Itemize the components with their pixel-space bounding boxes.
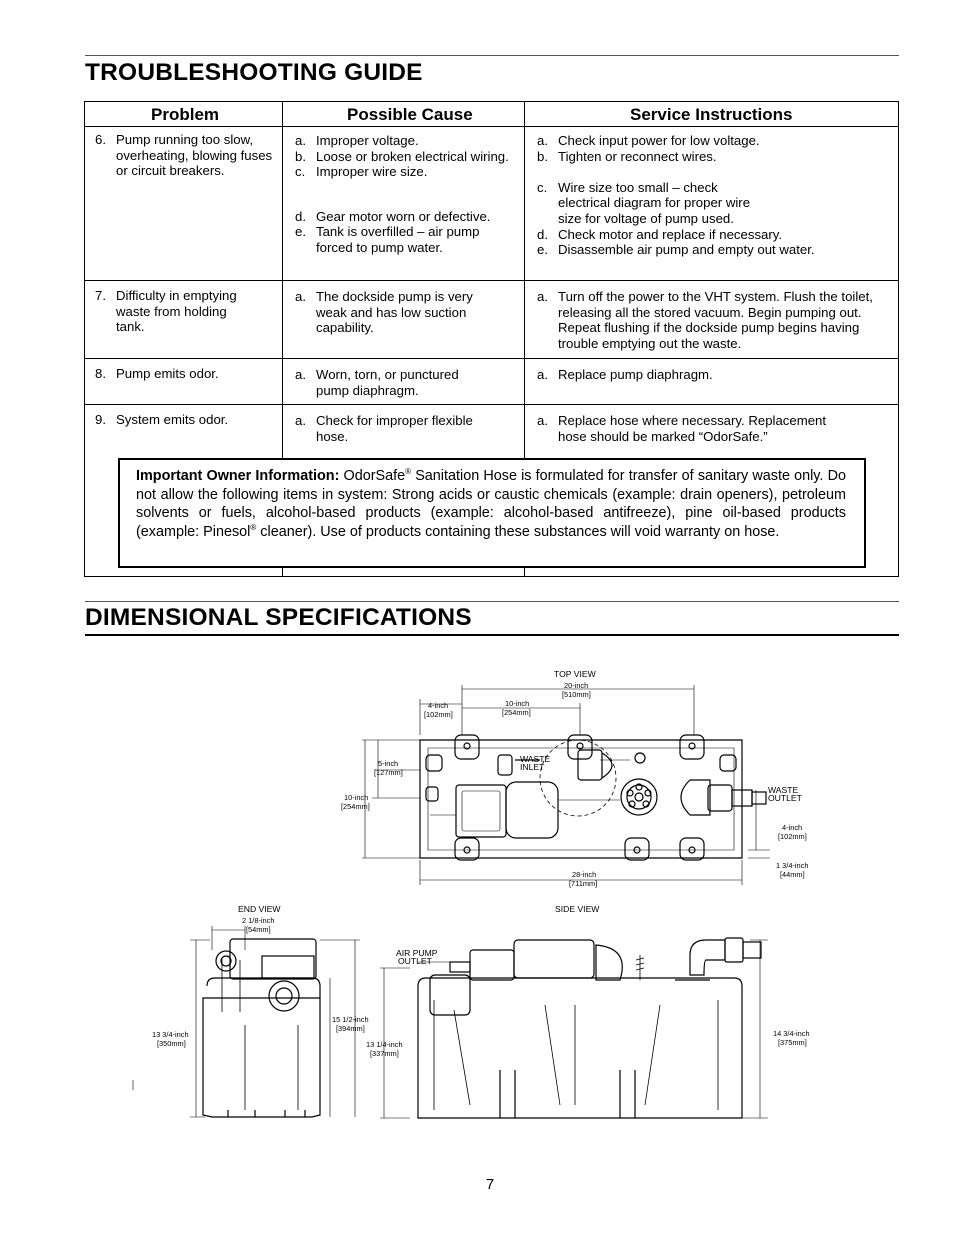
cause-text: Check for improper flexible hose.	[316, 413, 473, 444]
side-view-label: SIDE VIEW	[555, 904, 600, 914]
dim-1-3-4-mm: [44mm]	[780, 870, 805, 879]
dim-13-1-4-mm: [337mm]	[370, 1049, 399, 1058]
dim-10-mm-a: [254mm]	[502, 708, 531, 717]
owner-info-label: Important Owner Information:	[136, 468, 340, 484]
item-marker: a.	[537, 289, 548, 304]
page-number: 7	[485, 1176, 495, 1193]
owner-info-text: Sanitation Hose is formulated for transfer of sanitary waste only. Do not allow the following items in system: Strong acids or caustic chemicals (example: drain openers), petroleum solvents or fuels, alcohol-based products (example: alcohol-based antifreeze), pine oil-based products (example: Pinesol	[136, 468, 846, 540]
top-view-drawing	[420, 735, 766, 860]
cause-text: Gear motor worn or defective.	[316, 208, 491, 224]
dim-13-3-4-inch: 13 3/4-inch	[152, 1030, 189, 1039]
header-divider	[85, 126, 898, 127]
dim-4-mm-b: [102mm]	[778, 832, 807, 841]
problem-text: System emits odor.	[116, 412, 229, 427]
dim-10-inch-a: 10-inch	[505, 699, 530, 708]
dim-4-inch-a: 4-inch	[428, 701, 449, 710]
dim-28-inch: 28-inch	[572, 870, 597, 879]
diagram-labels	[152, 669, 810, 1058]
waste-outlet-label-1: WASTE	[768, 785, 799, 795]
cause-text: Improper wire size.	[316, 164, 428, 180]
problem-cell	[95, 288, 255, 335]
top-view-label: TOP VIEW	[554, 669, 596, 679]
service-text: Replace pump diaphragm.	[558, 367, 713, 382]
service-text: Turn off the power to the VHT system. Flush the toilet, releasing all the stored vacuum. Begin pumping out. Repeat flushing if the dockside pump begins having trouble emptying out the waste.	[558, 289, 873, 351]
air-pump-outlet-label-1: AIR PUMP	[396, 948, 438, 958]
header-service-instructions: Service Instructions	[630, 105, 793, 124]
item-marker: a.	[295, 133, 306, 148]
service-text: Tighten or reconnect wires.	[558, 148, 717, 164]
service-cell	[537, 367, 882, 383]
side-view-drawing	[418, 938, 761, 1118]
item-marker: d.	[537, 226, 548, 242]
cause-text: The dockside pump is very weak and has low suction capability.	[316, 289, 473, 336]
cause-text: Loose or broken electrical wiring.	[316, 148, 509, 164]
item-marker: c.	[537, 179, 548, 195]
problem-cell	[95, 412, 275, 428]
registered-mark: ®	[250, 522, 257, 532]
dim-14-3-4-inch: 14 3/4-inch	[773, 1029, 810, 1038]
dim-15-1-2-inch: 15 1/2-inch	[332, 1015, 369, 1024]
cause-cell	[295, 289, 495, 336]
item-marker: a.	[537, 367, 548, 382]
service-text: Replace hose where necessary. Replacement hose should be marked “OdorSafe.”	[558, 413, 827, 444]
dim-4-inch-b: 4-inch	[782, 823, 803, 832]
problem-text: Difficulty in emptying waste from holding tank.	[116, 288, 237, 335]
item-marker: a.	[295, 289, 306, 304]
item-marker: a.	[537, 133, 548, 148]
odorsafe-brand: OdorSafe	[343, 468, 406, 484]
row-divider	[85, 280, 898, 281]
dimensional-title: DIMENSIONAL SPECIFICATIONS	[85, 604, 472, 631]
dim-20-mm: [510mm]	[562, 690, 591, 699]
item-marker: b.	[537, 148, 548, 164]
dim-13-1-4-inch: 13 1/4-inch	[366, 1040, 403, 1049]
row-number: 7.	[95, 288, 106, 303]
dim-2-1-8-inch: 2 1/8-inch	[242, 916, 275, 925]
service-text: Check input power for low voltage.	[558, 133, 760, 148]
air-pump-outlet-label-2: OUTLET	[398, 956, 432, 966]
row-number: 8.	[95, 366, 106, 381]
owner-information-box	[118, 458, 866, 568]
item-marker: d.	[295, 208, 306, 224]
end-view-drawing	[203, 939, 320, 1117]
service-cell	[537, 133, 815, 258]
dim-5-inch: 5-inch	[378, 759, 399, 768]
cause-cell	[295, 413, 495, 444]
dim-1-3-4-inch: 1 3/4-inch	[776, 861, 809, 870]
item-marker: e.	[537, 242, 548, 258]
dim-2-1-8-mm: [54mm]	[246, 925, 271, 934]
dim-28-mm: [711mm]	[569, 879, 598, 888]
section-rule	[85, 601, 899, 602]
header-problem: Problem	[151, 105, 220, 124]
dim-20-inch: 20-inch	[564, 681, 589, 690]
service-cell	[537, 289, 882, 351]
service-text: Disassemble air pump and empty out water.	[558, 242, 815, 258]
dim-14-3-4-mm: [375mm]	[778, 1038, 807, 1047]
cause-text: Worn, torn, or punctured pump diaphragm.	[316, 367, 459, 398]
waste-inlet-label-2: INLET	[520, 762, 545, 772]
row-number: 9.	[95, 412, 106, 427]
row-divider	[85, 404, 898, 405]
waste-outlet-label-2: OUTLET	[768, 793, 802, 803]
item-marker: e.	[295, 224, 306, 240]
row-number: 6.	[95, 132, 106, 147]
dim-4-mm-a: [102mm]	[424, 710, 453, 719]
owner-info-text-end: cleaner). Use of products containing these substances will void warranty on hose.	[256, 523, 780, 540]
service-text: Check motor and replace if necessary.	[558, 226, 783, 242]
problem-text: Pump emits odor.	[116, 366, 219, 381]
item-marker: a.	[295, 413, 306, 428]
service-text: Wire size too small – check electrical diagram for proper wire size for voltage of pump used.	[558, 179, 751, 226]
item-marker: a.	[295, 367, 306, 382]
item-marker: c.	[295, 164, 306, 180]
cause-cell	[295, 133, 517, 256]
troubleshooting-table	[84, 101, 899, 577]
dimensional-diagram	[125, 660, 825, 1130]
cause-text: Tank is overfilled – air pump forced to pump water.	[316, 224, 480, 255]
cause-text: Improper voltage.	[316, 133, 419, 148]
row-divider	[85, 358, 898, 359]
problem-text: Pump running too slow, overheating, blowing fuses or circuit breakers.	[116, 132, 273, 179]
end-view-label: END VIEW	[238, 904, 281, 914]
dim-10-inch-b: 10-inch	[344, 793, 369, 802]
problem-cell	[95, 132, 275, 179]
registered-mark: ®	[405, 467, 412, 477]
problem-cell	[95, 366, 275, 382]
item-marker: a.	[537, 413, 548, 428]
troubleshooting-title: TROUBLESHOOTING GUIDE	[85, 59, 423, 86]
header-possible-cause: Possible Cause	[347, 105, 473, 124]
dim-13-3-4-mm: [350mm]	[157, 1039, 186, 1048]
dim-10-mm-b: [254mm]	[341, 802, 370, 811]
section-rule-thick	[85, 634, 899, 636]
dim-15-1-2-mm: [394mm]	[336, 1024, 365, 1033]
item-marker: b.	[295, 148, 306, 164]
top-rule	[85, 55, 899, 56]
cause-cell	[295, 367, 495, 398]
service-cell	[537, 413, 847, 444]
waste-inlet-label-1: WASTE	[520, 754, 551, 764]
dim-5-mm: [127mm]	[374, 768, 403, 777]
